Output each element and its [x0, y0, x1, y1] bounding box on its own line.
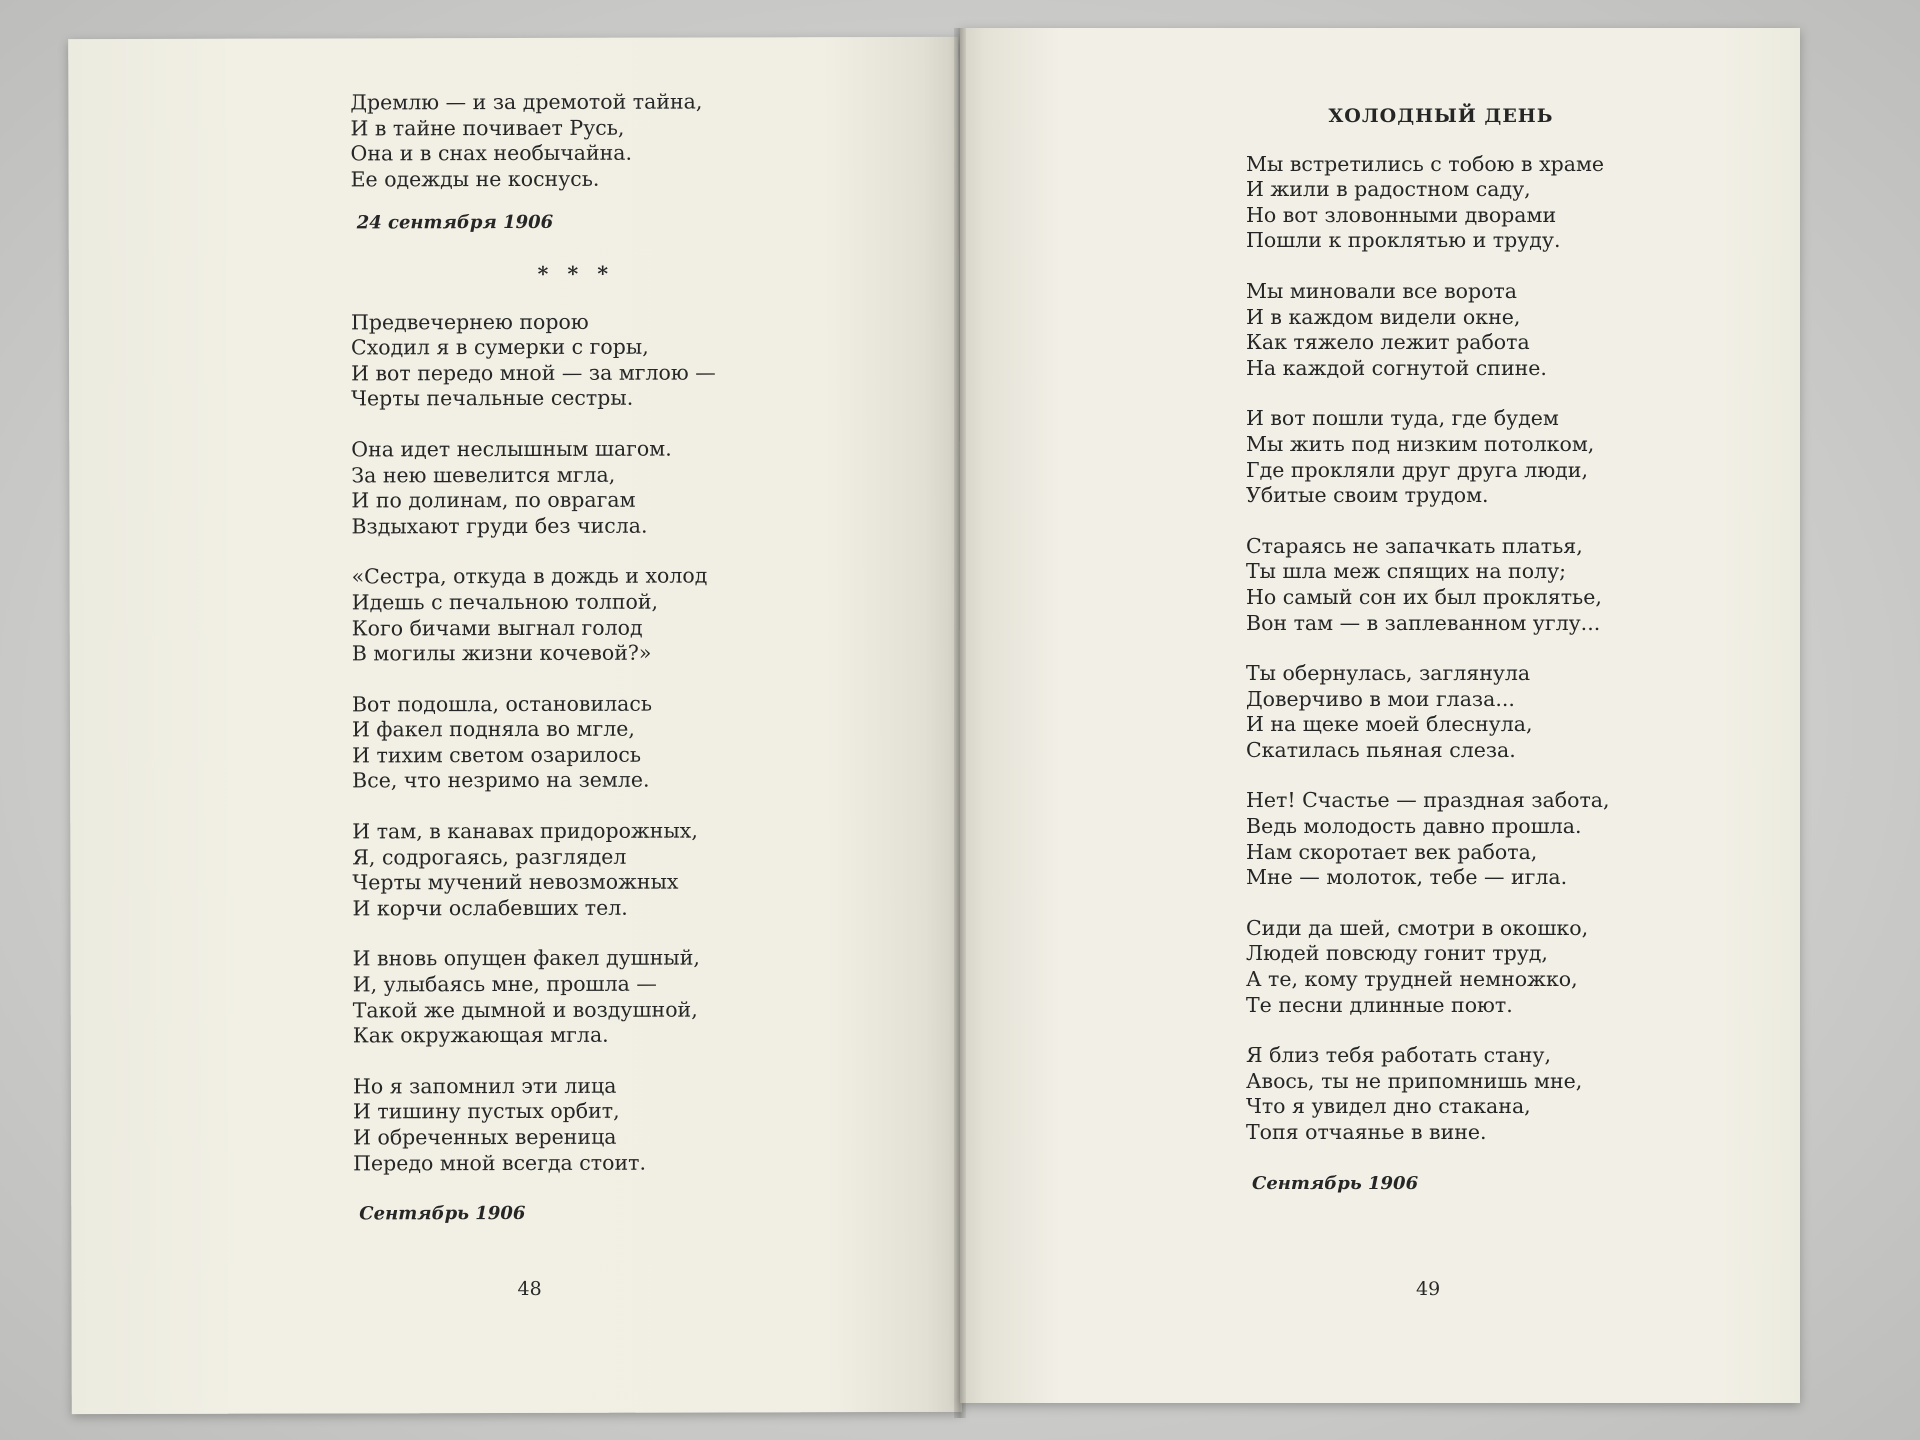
poem-line: Те песни длинные поют. — [1246, 992, 1513, 1017]
stanza — [353, 945, 913, 1049]
poem-line: А те, кому трудней немножко, — [1246, 967, 1578, 992]
poem-date: 24 сентября 1906 — [356, 212, 554, 234]
poem-line: Черты мучений невозможных — [352, 869, 679, 895]
stanza — [351, 309, 911, 413]
poem-line: И в тайне почивает Русь, — [350, 115, 625, 141]
poem-line: И факел подняла во мгле, — [351, 716, 635, 742]
stanza — [350, 89, 910, 236]
poem-line: Черты печальные сестры. — [351, 386, 634, 411]
poem-line: Вот подошла, остановилась — [351, 691, 653, 717]
poem-line: Доверчиво в мои глаза... — [1246, 686, 1515, 711]
poem-line: И обреченных вереница — [353, 1124, 617, 1150]
poem-line: И тишину пустых орбит, — [352, 1099, 620, 1124]
stanza — [1246, 661, 1766, 763]
poem-line: Ты обернулась, заглянула — [1246, 661, 1531, 686]
poem-line: И вот передо мной — за мглою — — [351, 360, 716, 386]
poem-line: Но самый сон их был проклятье, — [1246, 584, 1602, 609]
poem-line: За нею шевелится мгла, — [351, 462, 616, 487]
poem-line: Передо мной всегда стоит. — [353, 1150, 647, 1176]
poem-line: Где прокляли друг друга люди, — [1246, 457, 1588, 482]
poem-line: Убитые своим трудом. — [1246, 483, 1489, 508]
stanza — [1246, 279, 1766, 381]
poem-line: Скатилась пьяная слеза. — [1246, 737, 1516, 762]
poem-line: Она идет неслышным шагом. — [351, 436, 672, 462]
poem-line: Но вот зловонными дворами — [1246, 202, 1557, 227]
left-page-text — [350, 89, 913, 1227]
poem-line: И на щеке моей блеснула, — [1246, 712, 1533, 737]
book-spine — [954, 28, 966, 1418]
poem-line: Мы встретились с тобою в храме — [1246, 151, 1605, 176]
right-page-text — [1246, 84, 1766, 1196]
poem-line: Но я запомнил эти лица — [352, 1073, 617, 1099]
poem-line: Предвечернею порою — [350, 309, 589, 334]
poem-line: Ведь молодость давно прошла. — [1246, 814, 1582, 839]
poem-line: Нет! Счастье — праздная забота, — [1246, 788, 1610, 813]
poem-line: Сиди да шей, смотри в окошко, — [1246, 915, 1589, 940]
poem-title: ХОЛОДНЫЙ ДЕНЬ — [1328, 105, 1554, 127]
poem-line: Мы миновали все ворота — [1246, 278, 1517, 303]
poem-line: Мне — молоток, тебе — игла. — [1246, 865, 1568, 890]
poem-line: И корчи ослабевших тел. — [352, 895, 628, 921]
stanza — [353, 1073, 913, 1177]
stanza — [352, 818, 912, 922]
right-page — [960, 28, 1800, 1403]
stanza — [1246, 788, 1766, 890]
poem-line: «Сестра, откуда в дождь и холод — [351, 563, 708, 589]
poem-date: Сентябрь 1906 — [1252, 1172, 1419, 1194]
poem-line: Идешь с печальною толпой, — [351, 589, 659, 615]
poem-line: Кого бичами выгнал голод — [351, 615, 643, 640]
open-book — [70, 28, 1800, 1418]
poem-line: Ее одежды не коснусь. — [350, 166, 600, 192]
poem-line: Нам скоротает век работа, — [1246, 839, 1538, 864]
poem-line: Мы жить под низким потолком, — [1246, 431, 1595, 456]
poem-line: Как окружающая мгла. — [352, 1022, 609, 1048]
poem-line: Она и в снах необычайна. — [350, 140, 633, 166]
poem-line: И тихим светом озарилось — [352, 742, 642, 768]
poem-line: Людей повсюду гонит труд, — [1246, 941, 1548, 966]
poem-date: Сентябрь 1906 — [359, 1203, 526, 1225]
poem-line: И, улыбаясь мне, прошла — — [352, 971, 657, 997]
poem-line: Я, содрогаясь, разглядел — [352, 844, 627, 870]
poem-line: Сходил я в сумерки с горы, — [350, 334, 649, 360]
poem-line: В могилы жизни кочевой?» — [351, 640, 652, 666]
poem-line: Топя отчаянье в вине. — [1246, 1120, 1487, 1144]
poem-line: Вон там — в заплеванном углу... — [1246, 610, 1601, 635]
poem-line: Пошли к проклятью и труду. — [1246, 228, 1561, 253]
stanza — [352, 691, 912, 795]
poem-line: И в каждом видели окне, — [1246, 304, 1521, 329]
poem-line: Что я увидел дно стакана, — [1246, 1094, 1531, 1119]
stanza — [351, 436, 911, 540]
stanza — [1246, 916, 1766, 1018]
page-number: 48 — [517, 1277, 542, 1300]
stanza — [1246, 152, 1766, 254]
poem-line: И там, в канавах придорожных, — [352, 818, 698, 844]
stanza — [1246, 1043, 1766, 1145]
stanza — [1246, 534, 1766, 636]
poem-line: Авось, ты не припомнишь мне, — [1246, 1068, 1583, 1093]
poem-separator: * * * — [537, 261, 615, 286]
poem-line: Я близ тебя работать стану, — [1246, 1043, 1551, 1068]
stanza — [1246, 406, 1766, 508]
poem-line: И вновь опущен факел душный, — [352, 945, 700, 971]
poem-line: Все, что незримо на земле. — [352, 768, 650, 793]
poem-line: Вздыхают груди без числа. — [351, 513, 648, 539]
poem-line: Как тяжело лежит работа — [1246, 330, 1530, 355]
poem-line: Ты шла меж спящих на полу; — [1246, 559, 1567, 584]
poem-line: Стараясь не запачкать платья, — [1246, 533, 1583, 558]
poem-line: Дремлю — и за дремотой тайна, — [350, 89, 703, 115]
stanza — [352, 563, 912, 667]
page-number: 49 — [1416, 1278, 1441, 1300]
poem-line: И вот пошли туда, где будем — [1246, 406, 1559, 431]
poem-line: На каждой согнутой спине. — [1246, 355, 1547, 380]
left-page — [68, 37, 962, 1414]
poem-line: Такой же дымной и воздушной, — [352, 997, 698, 1023]
poem-line: И жили в радостном саду, — [1246, 177, 1531, 202]
poem-line: И по долинам, по оврагам — [351, 487, 636, 513]
